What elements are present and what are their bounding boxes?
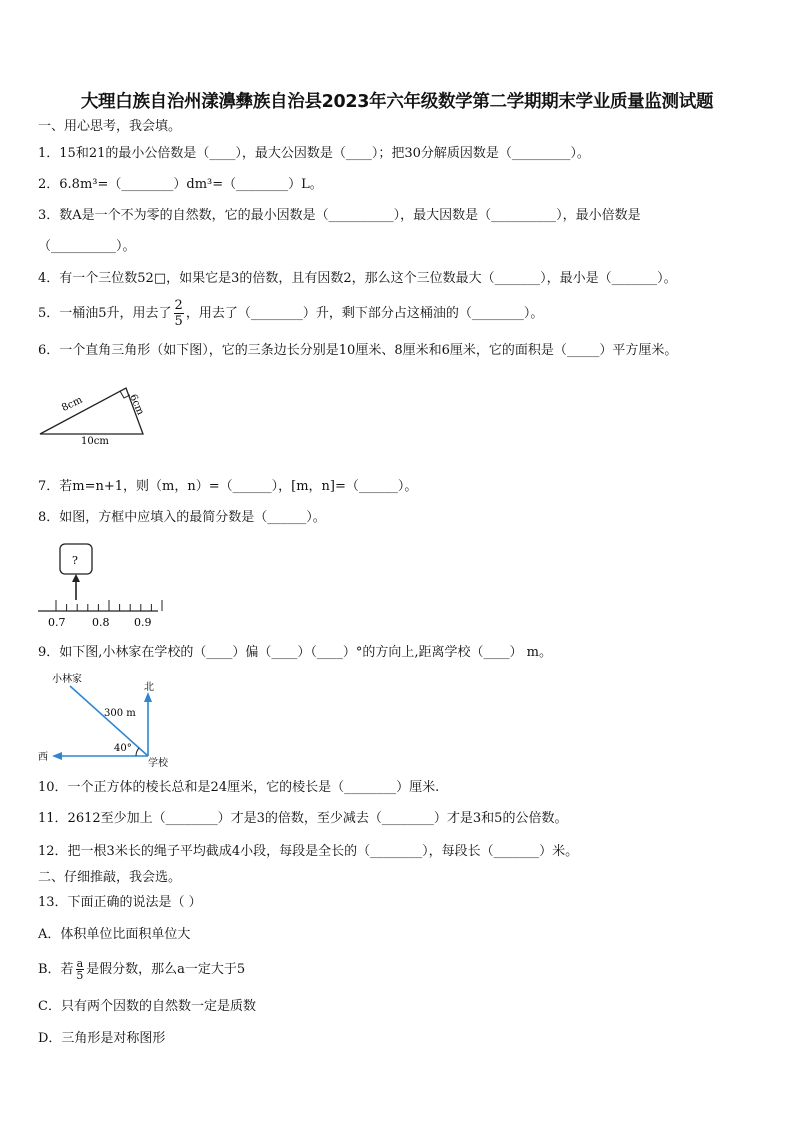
north-arrow-head <box>144 692 152 702</box>
section-2-heading: 二、仔细推敲，我会选。 <box>38 870 182 885</box>
option-b-pre: B．若 <box>38 962 74 977</box>
question-13: 13．下面正确的说法是（ ） <box>38 895 202 910</box>
tick-label-0.7: 0.7 <box>48 616 66 629</box>
question-10: 10．一个正方体的棱长总和是24厘米，它的棱长是（________）厘米. <box>38 780 440 795</box>
option-a: A．体积单位比面积单位大 <box>38 927 191 942</box>
pointer-arrow-head <box>72 574 80 582</box>
question-12: 12．把一根3米长的绳子平均截成4小段，每段是全长的（________），每段长（_______）米。 <box>38 844 579 859</box>
fraction-two-fifths <box>174 298 184 329</box>
fraction-numerator: 2 <box>174 298 183 313</box>
tick-label-0.8: 0.8 <box>92 616 110 629</box>
question-5 <box>38 298 543 329</box>
compass-direction-figure <box>30 670 190 770</box>
label-school: 学校 <box>148 758 168 769</box>
fraction-denominator: 5 <box>174 314 183 329</box>
side-label-6cm: 6cm <box>127 392 146 417</box>
answer-box-question-mark: ? <box>72 554 78 567</box>
option-b-post: 是假分数，那么a一定大于5 <box>86 962 246 977</box>
option-b <box>38 958 245 981</box>
question-7: 7．若m=n+1，则（m，n）=（______），[m，n]=（______）。 <box>38 479 418 494</box>
fraction-numerator: a <box>76 957 84 970</box>
question-9: 9．如下图,小林家在学校的（____）偏（____）（____）°的方向上,距离学校（____） m。 <box>38 645 552 660</box>
question-8: 8．如图，方框中应填入的最简分数是（______）。 <box>38 510 326 525</box>
question-6: 6．一个直角三角形（如下图），它的三条边长分别是10厘米、8厘米和6厘米，它的面积是（_____）平方厘米。 <box>38 343 678 358</box>
label-home: 小林家 <box>52 674 82 685</box>
fraction-a-over-5 <box>76 958 85 981</box>
question-11: 11．2612至少加上（________）才是3的倍数，至少减去（________）才是3和5的公倍数。 <box>38 811 568 826</box>
question-3-line-2: （__________）。 <box>38 239 136 254</box>
label-north: 北 <box>144 682 154 693</box>
right-triangle-figure <box>30 382 160 448</box>
section-1-heading: 一、用心思考，我会填。 <box>38 119 182 134</box>
question-3-line-1: 3．数A是一个不为零的自然数，它的最小因数是（__________），最大因数是（__________），最小倍数是 <box>38 208 641 223</box>
question-5-pre: 5．一桶油5升，用去了 <box>38 306 172 321</box>
home-direction-line <box>70 686 148 756</box>
side-label-10cm: 10cm <box>81 436 109 447</box>
fraction-denominator: 5 <box>76 969 84 982</box>
option-c: C．只有两个因数的自然数一定是质数 <box>38 999 256 1014</box>
side-label-8cm: 8cm <box>60 394 85 415</box>
page-title: 大理白族自治州漾濞彝族自治县2023年六年级数学第二学期期末学业质量监测试题 <box>80 92 714 112</box>
label-angle: 40° <box>114 743 132 754</box>
triangle-shape <box>40 388 143 434</box>
question-4: 4．有一个三位数52□，如果它是3的倍数，且有因数2，那么这个三位数最大（_______），最小是（_______）。 <box>38 271 677 286</box>
option-d: D．三角形是对称图形 <box>38 1031 166 1046</box>
label-distance: 300 m <box>104 708 136 719</box>
angle-arc <box>136 748 139 756</box>
label-west: 西 <box>38 752 48 763</box>
question-1: 1．15和21的最小公倍数是（____），最大公因数是（____）；把30分解质因数是（_________）。 <box>38 146 590 161</box>
tick-label-0.9: 0.9 <box>134 616 152 629</box>
west-arrow-head <box>52 752 62 760</box>
question-2: 2．6.8m³=（________）dm³=（________）L。 <box>38 177 323 192</box>
number-line-figure <box>36 540 166 630</box>
question-5-post: ，用去了（________）升，剩下部分占这桶油的（________）。 <box>185 306 544 321</box>
number-line-ticks <box>56 600 162 611</box>
